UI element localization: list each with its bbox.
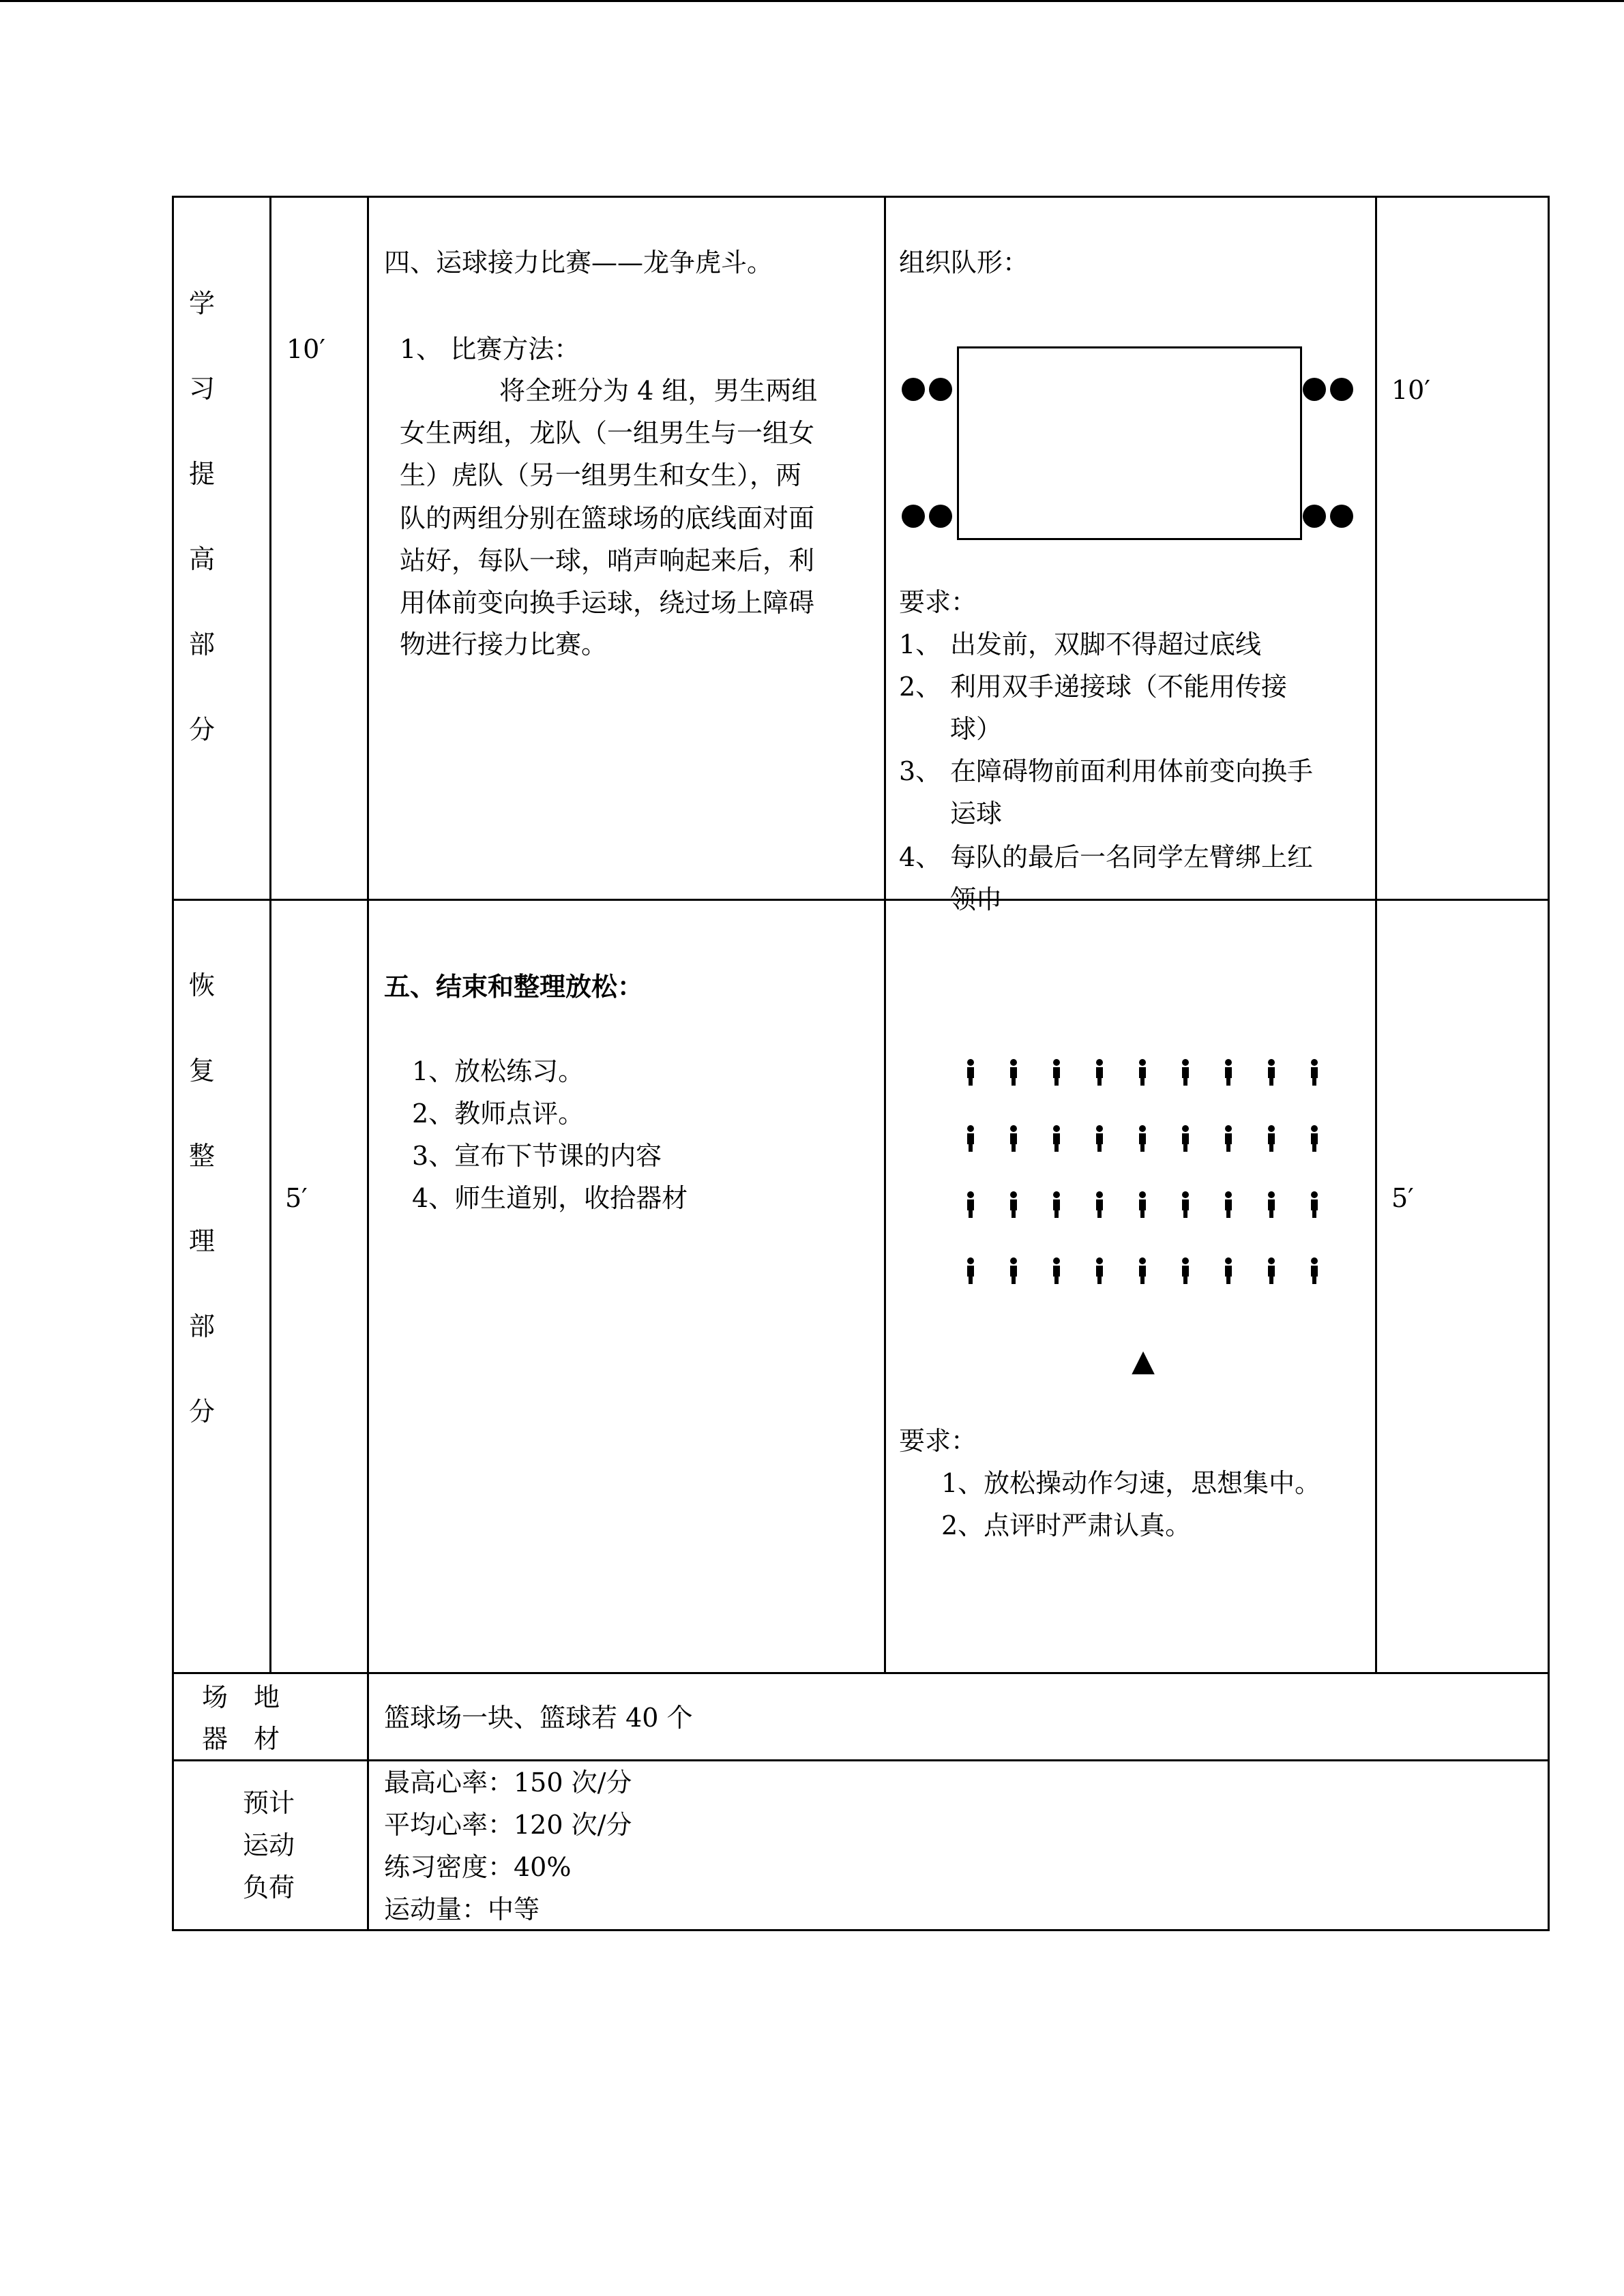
player-dot [902, 505, 925, 528]
student-figure [1268, 1125, 1275, 1152]
table-col-divider [884, 196, 886, 1674]
time-value: 5′ [285, 1183, 308, 1213]
player-dot [929, 505, 952, 528]
student-figure [1225, 1125, 1232, 1152]
section-char: 部 [188, 1311, 215, 1341]
player-dot [929, 378, 952, 401]
list-item: 4、师生道别，收拾器材 [412, 1183, 688, 1213]
student-figure [1010, 1059, 1017, 1086]
student-figure [1225, 1257, 1232, 1284]
player-dot [1330, 378, 1353, 401]
venue-value: 篮球场一块、篮球若 40 个 [384, 1703, 693, 1733]
table-row-divider [172, 1672, 1550, 1674]
description-line: 生）虎队（另一组男生和女生），两 [400, 460, 802, 490]
section-char: 复 [188, 1056, 215, 1086]
student-figure [1225, 1059, 1232, 1086]
student-figure [1010, 1125, 1017, 1152]
player-dot [902, 378, 925, 401]
student-figure [1311, 1257, 1318, 1284]
requirement-text: 领巾 [950, 884, 1003, 914]
section-char: 分 [188, 1397, 215, 1427]
student-figure [1139, 1059, 1146, 1086]
description-line: 女生两组，龙队（一组男生与一组女 [400, 418, 815, 448]
table-border-left [172, 196, 174, 1931]
table-border-top [172, 196, 1550, 198]
section-char: 部 [188, 629, 215, 659]
requirement-text: 1、放松操动作匀速，思想集中。 [941, 1468, 1321, 1498]
section-char: 整 [188, 1141, 215, 1171]
table-border-right [1548, 196, 1550, 1931]
student-figure [1053, 1191, 1060, 1218]
student-figure [1096, 1257, 1103, 1284]
student-figure [1268, 1191, 1275, 1218]
section-char: 学 [188, 288, 215, 318]
student-formation [941, 1057, 1350, 1384]
page-top-border [0, 0, 1624, 2]
venue-label: 器 材 [202, 1724, 280, 1754]
student-figure [1182, 1257, 1189, 1284]
load-line: 平均心率：120 次/分 [384, 1810, 632, 1840]
student-figure [1268, 1059, 1275, 1086]
section-char: 高 [188, 544, 215, 574]
teacher-marker: ▲ [1132, 1343, 1155, 1378]
requirement-text: 球） [950, 714, 1003, 744]
load-label: 运动 [243, 1830, 295, 1860]
player-dot [1303, 378, 1326, 401]
note-time: 5′ [1391, 1183, 1414, 1213]
requirements-label: 要求： [899, 587, 977, 617]
student-figure [1010, 1257, 1017, 1284]
student-figure [1225, 1191, 1232, 1218]
method-title: 1、 比赛方法： [400, 334, 580, 364]
player-dot [1330, 505, 1353, 528]
description-line: 物进行接力比赛。 [400, 629, 608, 659]
load-line: 运动量：中等 [384, 1894, 540, 1924]
description-line: 队的两组分别在篮球场的底线面对面 [400, 503, 815, 533]
student-figure [1096, 1125, 1103, 1152]
load-label: 负荷 [243, 1873, 295, 1903]
requirement-text: 出发前，双脚不得超过底线 [950, 629, 1262, 659]
table-row-divider [172, 1759, 1550, 1761]
list-item: 1、放松练习。 [412, 1056, 585, 1086]
requirement-number: 3、 [899, 756, 942, 786]
student-figure [967, 1125, 974, 1152]
requirements-label: 要求： [899, 1426, 977, 1456]
list-item: 2、教师点评。 [412, 1099, 585, 1129]
section-char: 恢 [188, 970, 215, 1000]
org-label: 组织队形： [899, 248, 1029, 278]
student-figure [1182, 1125, 1189, 1152]
load-line: 最高心率：150 次/分 [384, 1768, 632, 1798]
requirement-text: 运球 [950, 799, 1003, 829]
section-char: 分 [188, 715, 215, 745]
student-figure [1268, 1257, 1275, 1284]
student-figure [1182, 1191, 1189, 1218]
venue-label: 场 地 [202, 1682, 280, 1712]
section-char: 提 [188, 459, 215, 489]
student-figure [1053, 1257, 1060, 1284]
court-rectangle [957, 346, 1302, 540]
requirement-number: 1、 [899, 629, 942, 659]
student-figure [1096, 1059, 1103, 1086]
requirement-text: 利用双手递接球（不能用传接 [950, 672, 1288, 702]
table-border-bottom [172, 1929, 1550, 1931]
requirement-number: 2、 [899, 672, 942, 702]
student-figure [1311, 1191, 1318, 1218]
student-figure [1311, 1125, 1318, 1152]
student-figure [1139, 1191, 1146, 1218]
student-figure [1053, 1125, 1060, 1152]
description-line: 将全班分为 4 组，男生两组 [499, 376, 818, 406]
requirement-text: 在障碍物前面利用体前变向换手 [950, 756, 1314, 786]
student-figure [1182, 1059, 1189, 1086]
time-value: 10′ [286, 334, 325, 364]
student-figure [967, 1059, 974, 1086]
student-figure [1096, 1191, 1103, 1218]
player-dot [1303, 505, 1326, 528]
student-figure [967, 1191, 974, 1218]
load-label: 预计 [243, 1788, 295, 1818]
note-time: 10′ [1391, 375, 1430, 405]
table-col-divider [367, 196, 369, 1931]
student-figure [1139, 1257, 1146, 1284]
content-heading: 四、运球接力比赛——龙争虎斗。 [384, 248, 773, 278]
content-heading: 五、结束和整理放松： [384, 971, 644, 1002]
description-line: 站好，每队一球，哨声响起来后，利 [400, 546, 815, 576]
student-figure [1311, 1059, 1318, 1086]
list-item: 3、宣布下节课的内容 [412, 1141, 662, 1171]
section-char: 理 [188, 1226, 215, 1256]
requirement-text: 2、点评时严肃认真。 [941, 1510, 1192, 1540]
requirement-number: 4、 [899, 842, 942, 872]
student-figure [1139, 1125, 1146, 1152]
student-figure [1010, 1191, 1017, 1218]
student-figure [967, 1257, 974, 1284]
load-line: 练习密度：40% [384, 1852, 572, 1882]
requirement-text: 每队的最后一名同学左臂绑上红 [950, 842, 1314, 872]
table-col-divider [269, 196, 271, 1674]
section-char: 习 [188, 374, 215, 404]
table-row-divider [172, 899, 1550, 901]
table-col-divider [1375, 196, 1377, 1674]
student-figure [1053, 1059, 1060, 1086]
description-line: 用体前变向换手运球，绕过场上障碍 [400, 588, 815, 618]
